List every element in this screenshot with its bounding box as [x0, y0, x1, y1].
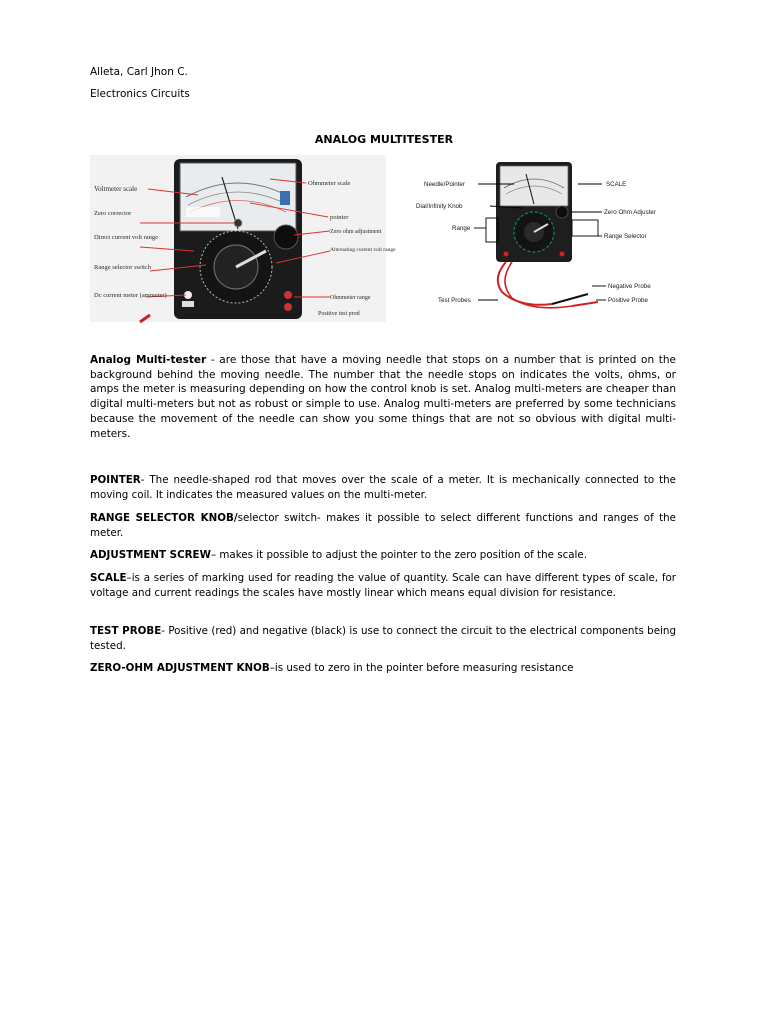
- definition-term: SCALE: [90, 572, 127, 584]
- definition-pointer: [90, 473, 676, 502]
- label-range: Range: [452, 225, 471, 232]
- definition-term: ADJUSTMENT SCREW: [90, 549, 211, 561]
- document-title: ANALOG MULTITESTER: [314, 133, 454, 146]
- label-zero-ohm-adjuster: Zero Ohm Adjuster: [604, 209, 656, 216]
- label-dc-volt-range: Direct current volt range: [94, 234, 159, 241]
- label-ohmmeter-scale: Ohmmeter scale: [308, 180, 351, 187]
- intro-text: - are those that have a moving needle that stops on a number that is printed on the background behind the moving needle. The number that the needle stops on indicates the volts, ohms, or amps the meter is measuring depending on how the control knob is set. Analog multi-meters are cheaper than digital multi-meters but not as robust or simple to use. Analog multi-meters are preferred by some technicians because the movement of the needle can show you some things that are not so obvious with digital multi-meters.: [90, 354, 676, 440]
- label-range-selector-switch: Range selector switch: [94, 264, 152, 271]
- intro-paragraph: [90, 353, 676, 441]
- definition-range-selector: [90, 511, 676, 540]
- definition-term: RANGE SELECTOR KNOB/: [90, 512, 238, 524]
- definition-term: TEST PROBE: [90, 625, 162, 637]
- label-negative-probe: Negative Probe: [608, 283, 651, 290]
- label-dial-infinity-knob: Dial/Infinity Knob: [416, 203, 463, 210]
- label-zero-corrector: Zero corrector: [94, 210, 132, 217]
- label-ac-volt-range: Alternating current volt range: [330, 247, 396, 253]
- multimeter-diagram: [402, 158, 670, 321]
- definition-term: ZERO-OHM ADJUSTMENT KNOB: [90, 662, 270, 674]
- label-voltmeter-scale: Voltmeter scale: [94, 185, 138, 193]
- definition-text: - The needle-shaped rod that moves over the scale of a meter. It is mechanically connected to the moving coil. It indicates the measured values on the multi-meter.: [90, 474, 676, 501]
- definition-text: –is a series of marking used for reading the value of quantity. Scale can have different types of scale, for voltage and current readings the scales have mostly linear which means equal division for resistance.: [90, 572, 676, 599]
- label-ohmmeter-range: Ohmmeter range: [330, 295, 371, 301]
- label-test-probes: Test Probes: [438, 297, 471, 304]
- zero-ohm-knob: [274, 225, 298, 249]
- label-scale: SCALE: [606, 181, 627, 188]
- definition-term: POINTER: [90, 474, 141, 486]
- definition-zero-ohm-knob: [90, 661, 676, 676]
- multimeter-photo: [90, 155, 396, 322]
- course-name: Electronics Circuits: [90, 88, 190, 100]
- label-needle-pointer: Needle/Pointer: [424, 181, 465, 188]
- definition-adjustment-screw: [90, 548, 676, 563]
- label-pointer: pointer: [330, 214, 349, 221]
- label-range-selector: Range Selector: [604, 233, 647, 240]
- label-positive-probe: Positive Probe: [608, 297, 648, 304]
- definition-text: – makes it possible to adjust the pointer to the zero position of the scale.: [210, 549, 588, 561]
- author-name: Alleta, Carl Jhon C.: [90, 66, 188, 78]
- definition-text: selector switch- makes it possible to select different functions and ranges of the meter.: [90, 512, 676, 539]
- multimeter-diagram-figure: [402, 158, 670, 321]
- label-zero-ohm-adjustment: Zero ohm adjustment: [330, 229, 382, 235]
- multimeter-photo-figure: [90, 155, 396, 322]
- definition-text: - Positive (red) and negative (black) is use to connect the circuit to the electrical components being tested.: [90, 625, 676, 652]
- definition-text: –is used to zero in the pointer before measuring resistance: [269, 662, 574, 674]
- label-dc-current-meter: Dc current meter (ammeter): [94, 292, 167, 299]
- intro-term: Analog Multi-tester: [90, 354, 207, 366]
- definition-test-probe: [90, 624, 676, 653]
- label-positive-test-prod: Positive test prod: [318, 311, 360, 317]
- definition-scale: [90, 571, 676, 600]
